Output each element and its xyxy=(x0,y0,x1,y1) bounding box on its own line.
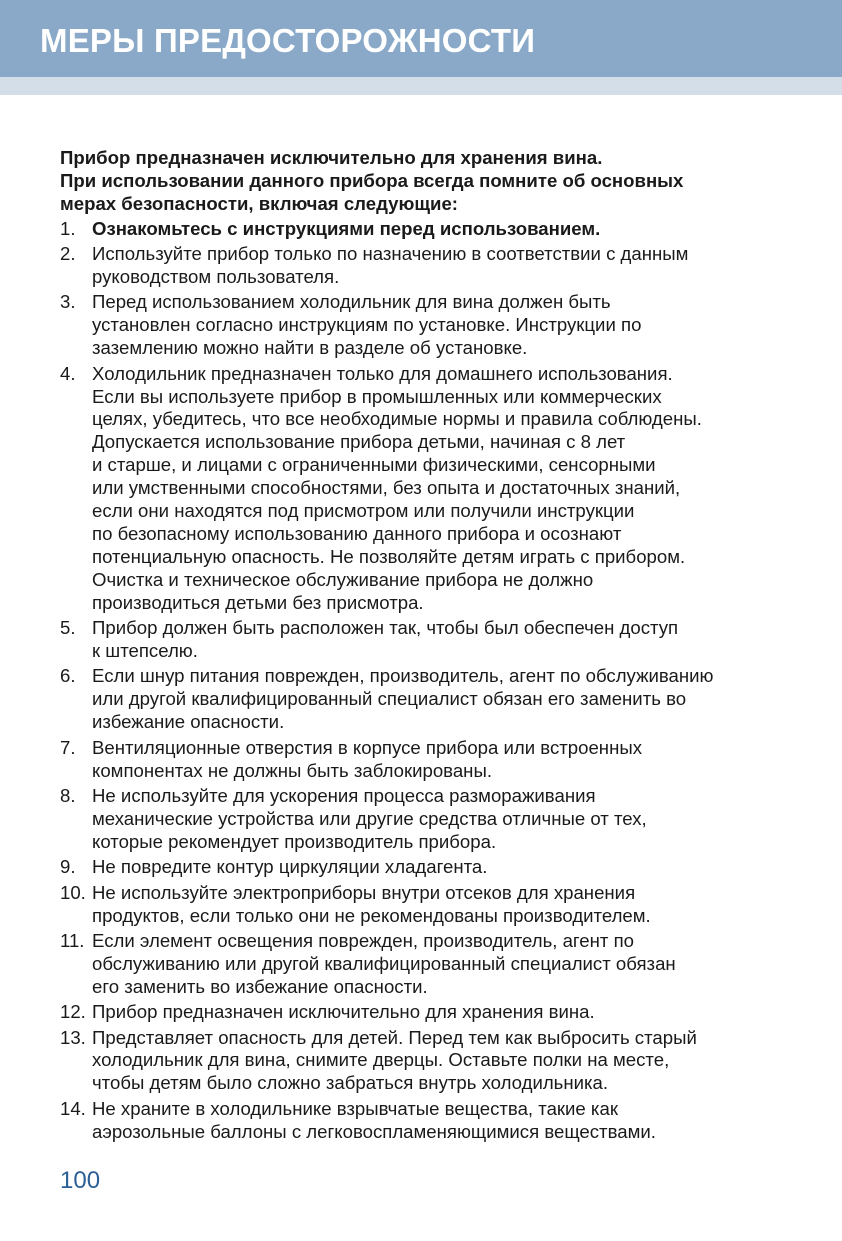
item-line: Вентиляционные отверстия в корпусе прибора или встроенных xyxy=(92,736,643,758)
item-line: по безопасному использованию данного прибора и осознают xyxy=(92,523,622,544)
item-line: потенциальную опасность. Не позволяйте детям играть с прибором. xyxy=(92,545,686,567)
list-item xyxy=(60,291,795,360)
list-item xyxy=(60,856,795,879)
list-item xyxy=(60,1027,795,1096)
item-line: заземлению можно найти в разделе об установке. xyxy=(92,337,528,359)
item-number: 2. xyxy=(60,243,76,265)
list-item xyxy=(60,930,795,999)
item-line: его заменить во избежание опасности. xyxy=(92,975,428,997)
item-line: избежание опасности. xyxy=(92,711,285,733)
item-line: Не используйте электроприборы внутри отсеков для хранения xyxy=(92,881,636,903)
item-line: обслуживанию или другой квалифицированный специалист обязан xyxy=(92,952,676,974)
item-line: или другой квалифицированный специалист обязан его заменить во xyxy=(92,688,687,710)
item-line: Если элемент освещения поврежден, производитель, агент по xyxy=(92,929,635,951)
item-number: 14. xyxy=(60,1097,86,1119)
content xyxy=(60,147,795,1146)
list-item xyxy=(60,243,795,289)
list-item xyxy=(60,737,795,783)
item-line: продуктов, если только они не рекомендованы производителем. xyxy=(92,904,651,926)
intro xyxy=(60,147,795,216)
item-line: к штепселю. xyxy=(92,640,198,662)
item-line: Допускается использование прибора детьми, начиная с 8 лет xyxy=(92,431,626,453)
item-line: аэрозольные баллоны с легковоспламеняющимися веществами. xyxy=(92,1120,656,1142)
item-line: Представляет опасность для детей. Перед тем как выбросить старый xyxy=(92,1026,697,1048)
list-item xyxy=(60,617,795,663)
item-line: Прибор должен быть расположен так, чтобы был обеспечен доступ xyxy=(92,617,679,639)
item-number: 3. xyxy=(60,291,76,313)
item-line: Прибор предназначен исключительно для хранения вина. xyxy=(92,1001,595,1023)
intro-line: Прибор предназначен исключительно для хранения вина. xyxy=(60,147,603,168)
intro-line: мерах безопасности, включая следующие: xyxy=(60,192,458,214)
header-strip xyxy=(0,77,842,95)
item-line: или умственными способностями, без опыта и достаточных знаний, xyxy=(92,477,681,499)
list-item xyxy=(60,882,795,928)
item-line: Не повредите контур циркуляции хладагента. xyxy=(92,856,488,878)
item-line: и старше, и лицами с ограниченными физическими, сенсорными xyxy=(92,454,656,476)
item-number: 4. xyxy=(60,362,76,384)
header-band xyxy=(0,0,842,77)
safety-list xyxy=(60,218,795,1144)
item-line: Не используйте для ускорения процесса размораживания xyxy=(92,784,596,806)
item-line: Если шнур питания поврежден, производитель, агент по обслуживанию xyxy=(92,665,714,687)
item-line: производиться детьми без присмотра. xyxy=(92,591,424,613)
list-item xyxy=(60,1001,795,1024)
item-line: руководством пользователя. xyxy=(92,266,340,288)
item-number: 10. xyxy=(60,881,86,903)
item-line: которые рекомендует производитель прибора. xyxy=(92,830,497,852)
item-number: 1. xyxy=(60,217,76,239)
item-line: Если вы используете прибор в промышленных или коммерческих xyxy=(92,385,662,407)
item-number: 5. xyxy=(60,617,76,639)
page-number: 100 xyxy=(60,1167,101,1194)
item-line: Ознакомьтесь с инструкциями перед использованием. xyxy=(92,217,601,239)
item-line: целях, убедитесь, что все необходимые нормы и правила соблюдены. xyxy=(92,408,702,430)
item-line: Перед использованием холодильник для вина должен быть xyxy=(92,291,611,313)
item-line: Используйте прибор только по назначению в соответствии с данным xyxy=(92,243,689,265)
item-number: 6. xyxy=(60,665,76,687)
item-line: установлен согласно инструкциям по установке. Инструкции по xyxy=(92,314,642,336)
list-item xyxy=(60,1098,795,1144)
item-line: Холодильник предназначен только для домашнего использования. xyxy=(92,362,673,384)
item-line: если они находятся под присмотром или получили инструкции xyxy=(92,500,635,522)
item-line: компонентах не должны быть заблокированы. xyxy=(92,759,492,781)
list-item xyxy=(60,218,795,241)
item-line: холодильник для вина, снимите дверцы. Оставьте полки на месте, xyxy=(92,1049,670,1071)
list-item xyxy=(60,785,795,854)
item-number: 9. xyxy=(60,856,76,878)
item-number: 11. xyxy=(60,929,85,951)
item-number: 8. xyxy=(60,784,76,806)
item-number: 7. xyxy=(60,736,76,758)
item-number: 13. xyxy=(60,1026,86,1048)
item-line: чтобы детям было сложно забраться внутрь холодильника. xyxy=(92,1072,609,1094)
item-number: 12. xyxy=(60,1001,86,1023)
intro-line: При использовании данного прибора всегда помните об основных xyxy=(60,169,684,191)
item-line: Очистка и техническое обслуживание прибора не должно xyxy=(92,568,594,590)
item-line: механические устройства или другие средства отличные от тех, xyxy=(92,807,647,829)
list-item xyxy=(60,363,795,615)
item-line: Не храните в холодильнике взрывчатые вещества, такие как xyxy=(92,1097,618,1119)
page-title: МЕРЫ ПРЕДОСТОРОЖНОСТИ xyxy=(40,22,536,59)
list-item xyxy=(60,665,795,734)
